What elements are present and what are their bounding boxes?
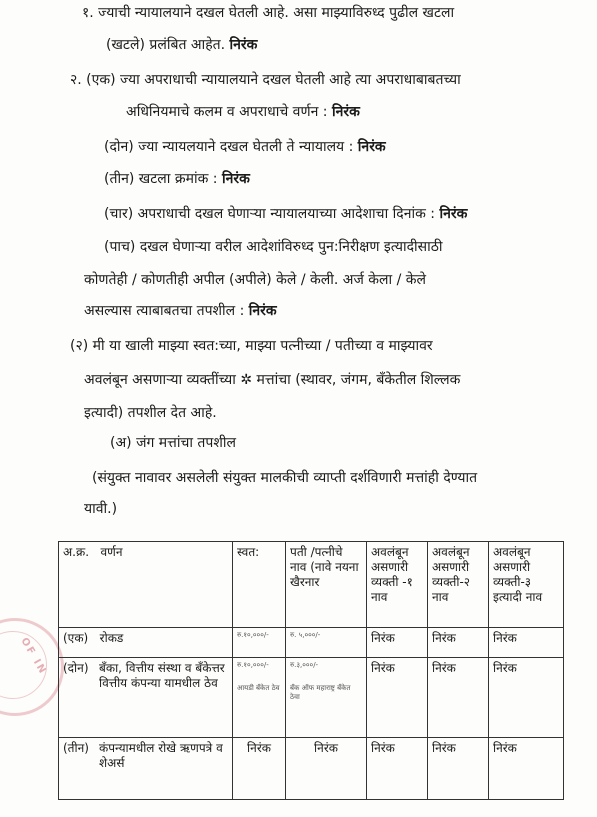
header-dependent-3: अवलंबून असणारी व्यक्ती-३ इत्यादी नाव [489, 542, 564, 628]
row3-desc: (तीन) कंपन्यामधील रोखे ऋणपत्रे व शेअर्स [59, 738, 233, 800]
row1-dependent-2: निरंक [428, 628, 489, 658]
para2-ek-line1: २. (एक) ज्या अपराधाची न्यायालयाने दखल घेतली आहे त्या अपराधाबाबतच्या [70, 72, 461, 88]
row2-desc: (दोन) बँका, वित्तीय संस्था व बँकेत्तर वित्तीय कंपन्या यामधील ठेव [59, 658, 233, 738]
row1-spouse: रु. ५,०००/- [286, 628, 367, 658]
header-self: स्वत: [233, 542, 286, 628]
para2-don: (दोन) ज्या न्यायलयाने दखल घेतली ते न्यायालय : निरंक [104, 139, 386, 155]
row3-spouse: निरंक [286, 738, 367, 800]
row3-dependent-1: निरंक [367, 738, 428, 800]
row2-dependent-1: निरंक [367, 658, 428, 738]
table-row [59, 628, 564, 658]
header-sr-desc: अ.क्र. वर्णन [59, 542, 233, 628]
para1-line1: १. ज्याची न्यायालयाने दखल घेतली आहे. असा माझ्याविरुध्द पुढील खटला [82, 5, 455, 21]
header-dependent-2: अवलंबून असणारी व्यक्ती-२ नाव [428, 542, 489, 628]
row2-spouse: रु.३,०००/- बँक ऑफ महाराष्ट्र बँकेत ठेवा [286, 658, 367, 738]
row1-dependent-1: निरंक [367, 628, 428, 658]
note-line2: यावी.) [84, 501, 118, 517]
office-seal: OF IN [0, 618, 64, 716]
para1-line2: (खटले) प्रलंबित आहेत. निरंक [106, 37, 258, 53]
para2-ek-line2: अधिनियमाचे कलम व अपराधाचे वर्णन : निरंक [126, 104, 360, 120]
row1-desc: (एक) रोकड [59, 628, 233, 658]
para2-pach-line2: कोणतेही / कोणतीही अपील (अपीले) केले / केली. अर्ज केला / केले [84, 272, 427, 288]
row2-dependent-3: निरंक [489, 658, 564, 738]
para2-char: (चार) अपराधाची दखल घेणाऱ्या न्यायालयाच्या आदेशाचा दिनांक : निरंक [104, 206, 468, 222]
header-dependent-1: अवलंबून असणारी व्यक्ती -१ नाव [367, 542, 428, 628]
table-header-row [59, 542, 564, 628]
row1-dependent-3: निरंक [489, 628, 564, 658]
para3-line2: अवलंबून असणाऱ्या व्यक्तींच्या ✲ मत्तांचा (स्थावर, जंगम, बँकेतील शिल्लक [84, 372, 461, 388]
row2-self: रु.१०,०००/- आयडी बँकेत ठेव [233, 658, 286, 738]
assets-table [58, 541, 564, 800]
para3-line1: (२) मी या खाली माझ्या स्वत:च्या, माझ्या पत्नीच्या / पतीच्या व माझ्यावर [70, 338, 433, 354]
table-row [59, 658, 564, 738]
para3-line3: इत्यादी) तपशील देत आहे. [84, 405, 217, 421]
para2-teen: (तीन) खटला क्रमांक : निरंक [104, 171, 250, 187]
para2-pach-line3: असल्यास त्याबाबतचा तपशील : निरंक [84, 303, 277, 319]
table-row [59, 738, 564, 800]
header-spouse: पती /पत्नीचे नाव (नावे नयना खैरनार [286, 542, 367, 628]
row3-self: निरंक [233, 738, 286, 800]
row2-dependent-2: निरंक [428, 658, 489, 738]
para2-pach-line1: (पाच) दखल घेणाऱ्या वरील आदेशांविरुध्द पुन:निरीक्षण इत्यादीसाठी [104, 239, 443, 255]
row3-dependent-3: निरंक [489, 738, 564, 800]
row1-self: रु.१०,०००/- [233, 628, 286, 658]
note-line1: (संयुक्त नावावर असलेली संयुक्त मालकीची व्याप्ती दर्शविणारी मत्तांही देण्यात [92, 470, 478, 486]
subheading-movable-assets: (अ) जंग मत्तांचा तपशील [110, 435, 236, 451]
row3-dependent-2: निरंक [428, 738, 489, 800]
